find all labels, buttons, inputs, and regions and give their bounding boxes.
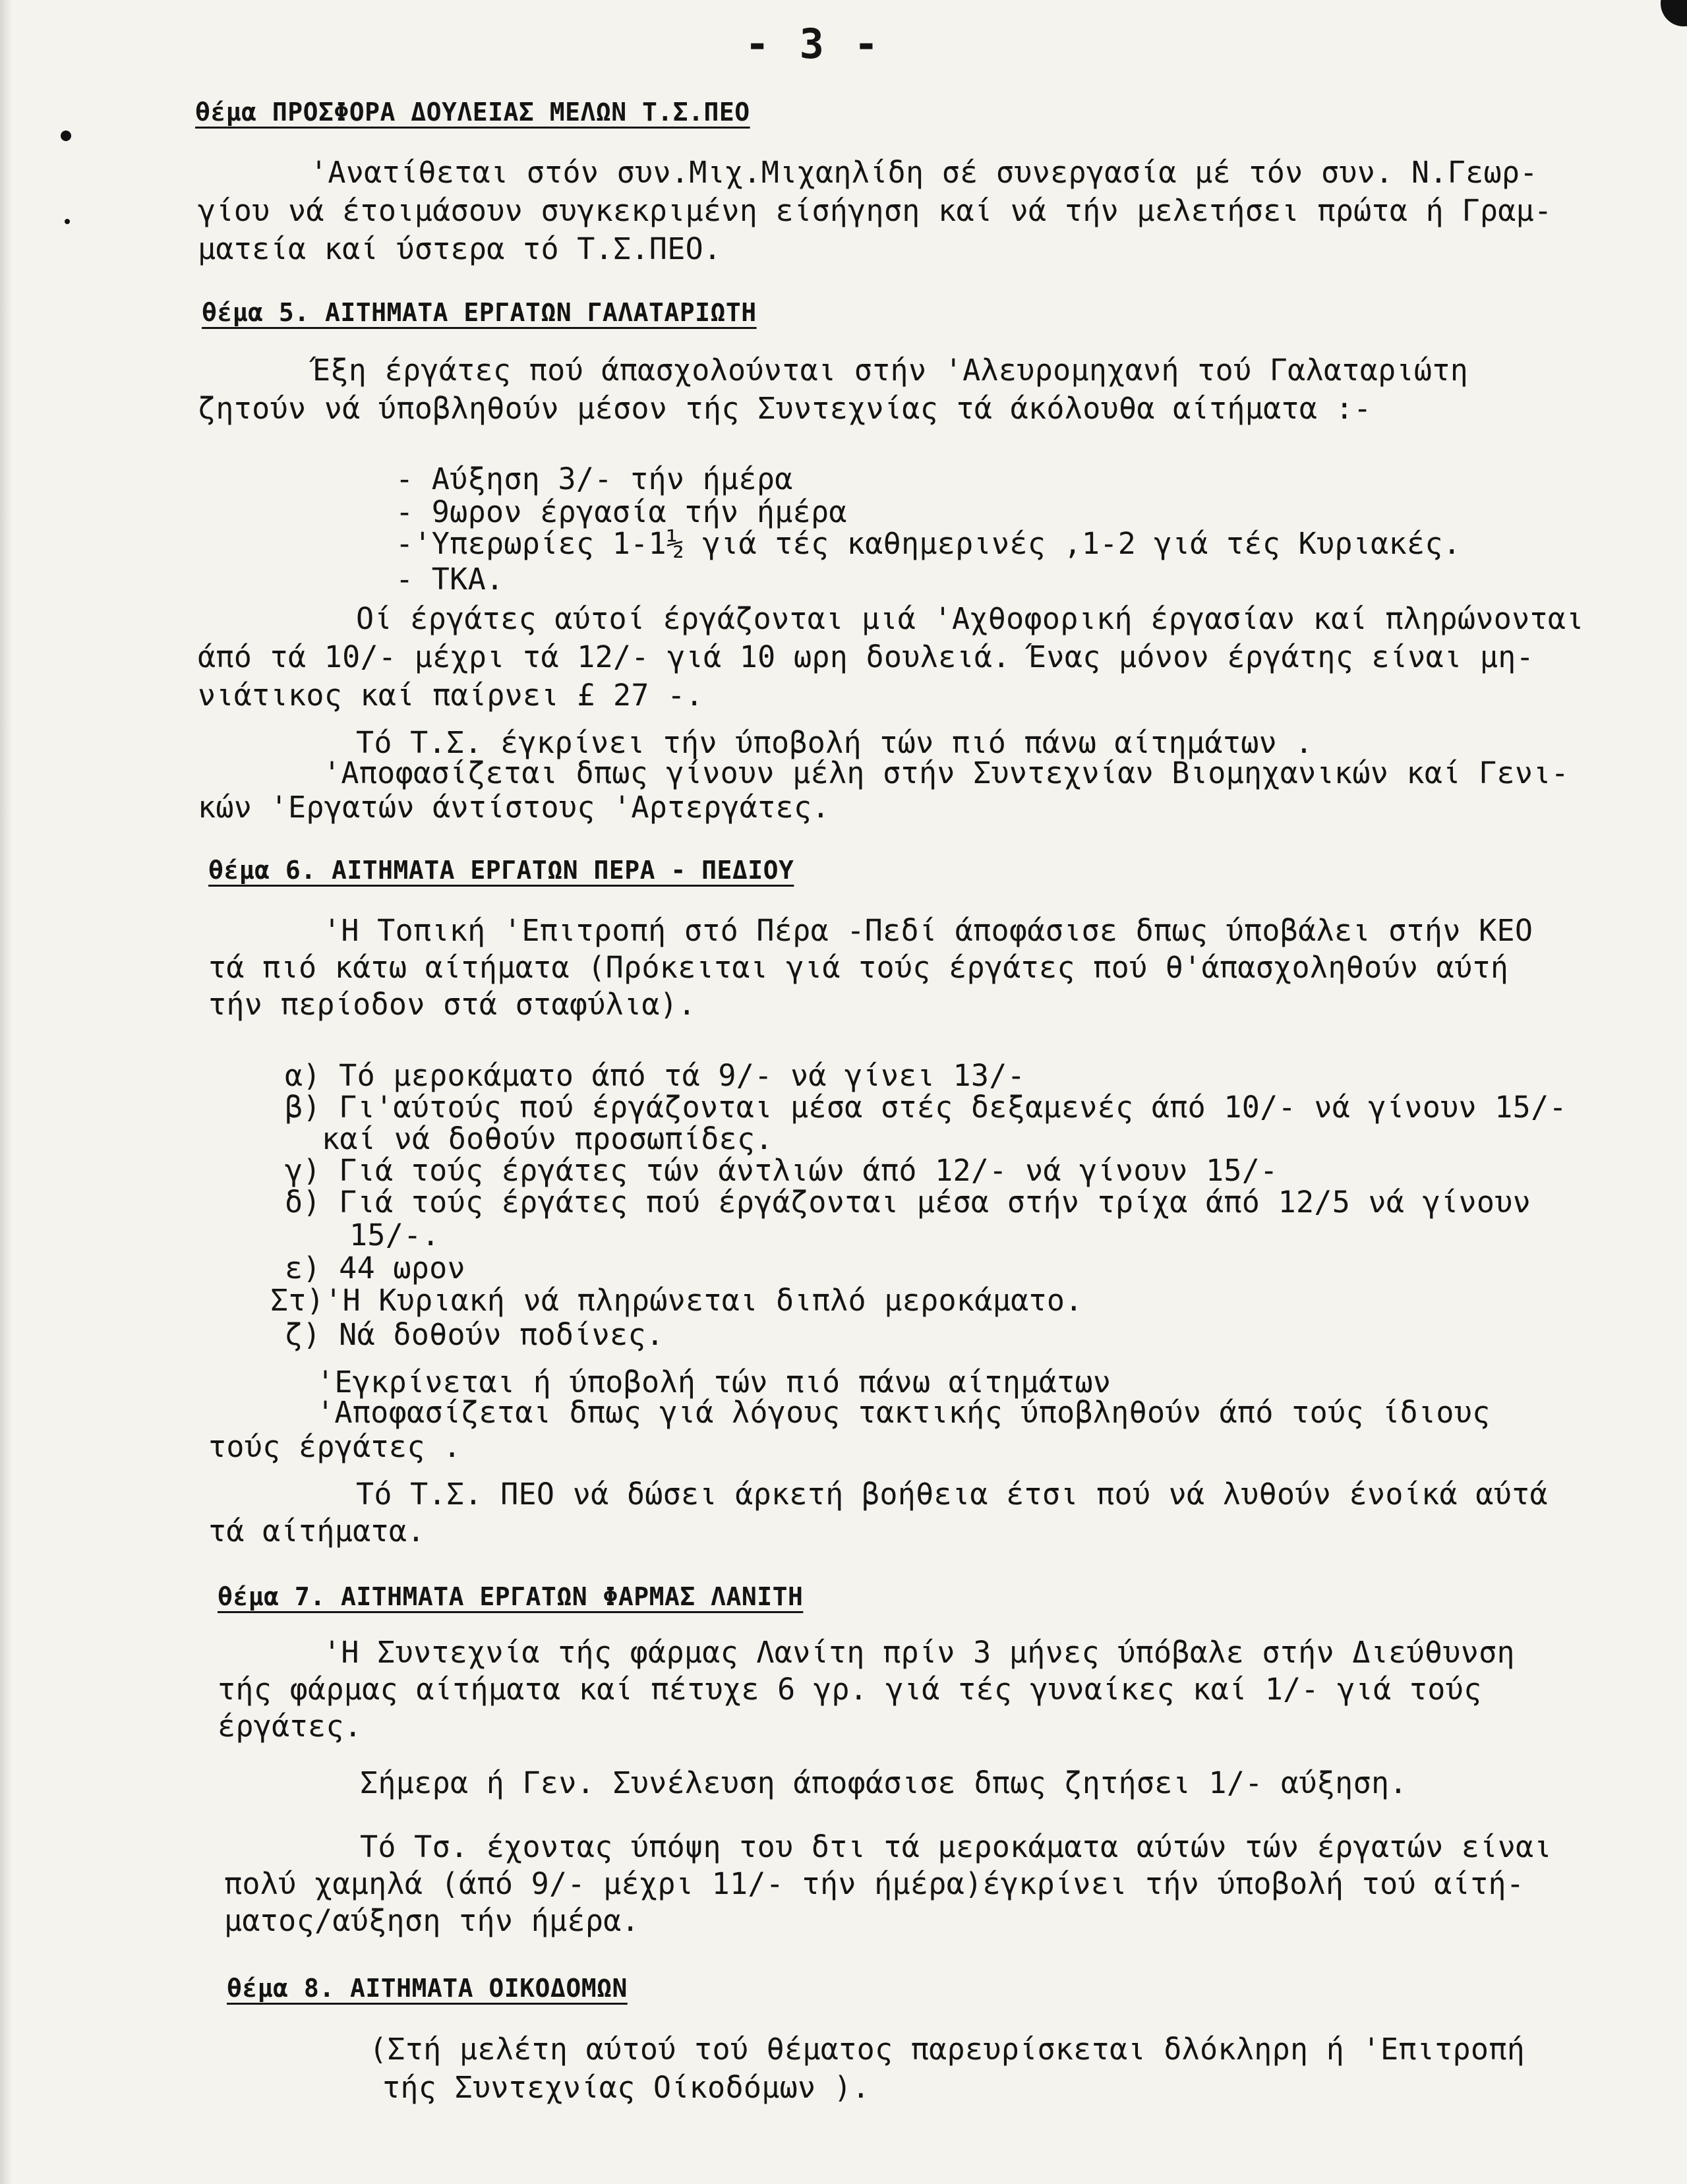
- page-number: - 3 -: [745, 20, 881, 68]
- list-item-continuation: 15/-.: [349, 1218, 440, 1253]
- paragraph-line: νιάτικος καί παίρνει £ 27 -.: [198, 678, 703, 713]
- paragraph-line: ματος/αύξηση τήν ήμέρα.: [224, 1903, 640, 1938]
- paragraph-line: ζητούν νά ύποβληθούν μέσον τής Συντεχνίας τά άκόλουθα αίτήματα :-: [198, 391, 1372, 426]
- paragraph-line: 'Η Τοπική 'Επιτροπή στό Πέρα -Πεδί άποφάσισε δπως ύποβάλει στήν ΚΕΟ: [323, 913, 1533, 948]
- paragraph-line: άπό τά 10/- μέχρι τά 12/- γιά 10 ωρη δουλειά. Ένας μόνον έργάτης είναι μη-: [198, 639, 1535, 674]
- paragraph-line: τά πιό κάτω αίτήματα (Πρόκειται γιά τούς έργάτες πού θ'άπασχοληθούν αύτή: [208, 950, 1509, 985]
- section-heading: θέμα 7. ΑΙΤΗΜΑΤΑ ΕΡΓΑΤΩΝ ΦΑΡΜΑΣ ΛΑΝΙΤΗ: [218, 1582, 804, 1611]
- paragraph-line: έργάτες.: [218, 1709, 363, 1744]
- paragraph-line: Τό Τσ. έχοντας ύπόψη του δτι τά μεροκάματα αύτών τών έργατών είναι: [360, 1829, 1552, 1864]
- paragraph-line: Τό Τ.Σ. ΠΕΟ νά δώσει άρκετή βοήθεια έτσι πού νά λυθούν ένοίκά αύτά: [356, 1477, 1548, 1512]
- section-heading: θέμα 6. ΑΙΤΗΜΑΤΑ ΕΡΓΑΤΩΝ ΠΕΡΑ - ΠΕΔΙΟΥ: [208, 856, 794, 885]
- list-item: - Αύξηση 3/- τήν ήμέρα: [396, 461, 793, 496]
- paragraph-line: 'Αποφασίζεται δπως γιά λόγους τακτικής ύποβληθούν άπό τούς ίδιους: [316, 1395, 1491, 1430]
- section-heading: θέμα 5. ΑΙΤΗΜΑΤΑ ΕΡΓΑΤΩΝ ΓΑΛΑΤΑΡΙΩΤΗ: [202, 298, 757, 327]
- list-item: - ΤΚΑ.: [396, 562, 504, 597]
- paragraph-line: τήν περίοδον στά σταφύλια).: [208, 987, 696, 1022]
- paragraph-line: πολύ χαμηλά (άπό 9/- μέχρι 11/- τήν ήμέρα)έγκρίνει τήν ύποβολή τού αίτή-: [224, 1866, 1525, 1901]
- paragraph-line: 'Αποφασίζεται δπως γίνουν μέλη στήν Συντεχνίαν Βιομηχανικών καί Γενι-: [323, 755, 1570, 790]
- section-heading: θέμα ΠΡΟΣΦΟΡΑ ΔΟΥΛΕΙΑΣ ΜΕΛΩΝ Τ.Σ.ΠΕΟ: [195, 98, 750, 127]
- list-item: γ) Γιά τούς έργάτες τών άντλιών άπό 12/- νά γίνουν 15/-: [285, 1153, 1278, 1188]
- list-item: ζ) Νά δοθούν ποδίνες.: [285, 1317, 665, 1352]
- paragraph-line: Σήμερα ή Γεν. Συνέλευση άποφάσισε δπως ζητήσει 1/- αύξηση.: [360, 1765, 1407, 1800]
- paragraph-line: (Στή μελέτη αύτού τού θέματος παρευρίσκεται δλόκληρη ή 'Επιτροπή: [369, 2032, 1525, 2067]
- section-heading: θέμα 8. ΑΙΤΗΜΑΤΑ ΟΙΚΟΔΟΜΩΝ: [227, 1974, 628, 2003]
- paragraph-line: κών 'Εργατών άντίστους 'Αρτεργάτες.: [198, 790, 830, 825]
- list-item: ε) 44 ωρον: [285, 1251, 465, 1285]
- paragraph-line: Έξη έργάτες πού άπασχολούνται στήν 'Αλευρομηχανή τού Γαλαταριώτη: [312, 353, 1469, 388]
- paragraph-line: τούς έργάτες .: [208, 1429, 461, 1464]
- paragraph-line: Τό Τ.Σ. έγκρίνει τήν ύποβολή τών πιό πάνω αίτημάτων .: [356, 725, 1313, 760]
- margin-ink-dot: [61, 131, 71, 141]
- scan-edge-shadow: [0, 0, 12, 2184]
- list-item: α) Τό μεροκάματο άπό τά 9/- νά γίνει 13/-: [285, 1058, 1026, 1093]
- list-item: Στ)'Η Κυριακή νά πληρώνεται διπλό μεροκάματο.: [270, 1283, 1083, 1318]
- list-item-continuation: καί νά δοθούν προσωπίδες.: [322, 1121, 773, 1156]
- paragraph-line: γίου νά έτοιμάσουν συγκεκριμένη είσήγηση καί νά τήν μελετήσει πρώτα ή Γραμ-: [198, 193, 1553, 228]
- list-item: -'Υπερωρίες 1-1½ γιά τές καθημερινές ,1-2 γιά τές Κυριακές.: [396, 526, 1462, 561]
- paragraph-line: τής Συντεχνίας Οίκοδόμων ).: [382, 2070, 870, 2105]
- paragraph-line: 'Η Συντεχνία τής φάρμας Λανίτη πρίν 3 μήνες ύπόβαλε στήν Διεύθυνση: [323, 1635, 1515, 1670]
- paragraph-line: ματεία καί ύστερα τό Τ.Σ.ΠΕΟ.: [198, 231, 722, 266]
- corner-punch-mark: [1661, 0, 1687, 26]
- paragraph-line: Οί έργάτες αύτοί έργάζονται μιά 'Αχθοφορική έργασίαν καί πληρώνονται: [356, 601, 1584, 636]
- paragraph-line: 'Εγκρίνεται ή ύποβολή τών πιό πάνω αίτημάτων: [316, 1365, 1111, 1400]
- list-item: δ) Γιά τούς έργάτες πού έργάζονται μέσα στήν τρίχα άπό 12/5 νά γίνουν: [285, 1185, 1531, 1220]
- paragraph-line: 'Ανατίθεται στόν συν.Μιχ.Μιχαηλίδη σέ συνεργασία μέ τόν συν. Ν.Γεωρ-: [310, 155, 1538, 190]
- margin-ink-dot: [65, 219, 70, 224]
- paragraph-line: τά αίτήματα.: [208, 1514, 425, 1549]
- paragraph-line: τής φάρμας αίτήματα καί πέτυχε 6 γρ. γιά τές γυναίκες καί 1/- γιά τούς: [218, 1672, 1482, 1707]
- list-item: - 9ωρον έργασία τήν ήμέρα: [396, 494, 847, 529]
- list-item: β) Γι'αύτούς πού έργάζονται μέσα στές δεξαμενές άπό 10/- νά γίνουν 15/-: [285, 1090, 1567, 1125]
